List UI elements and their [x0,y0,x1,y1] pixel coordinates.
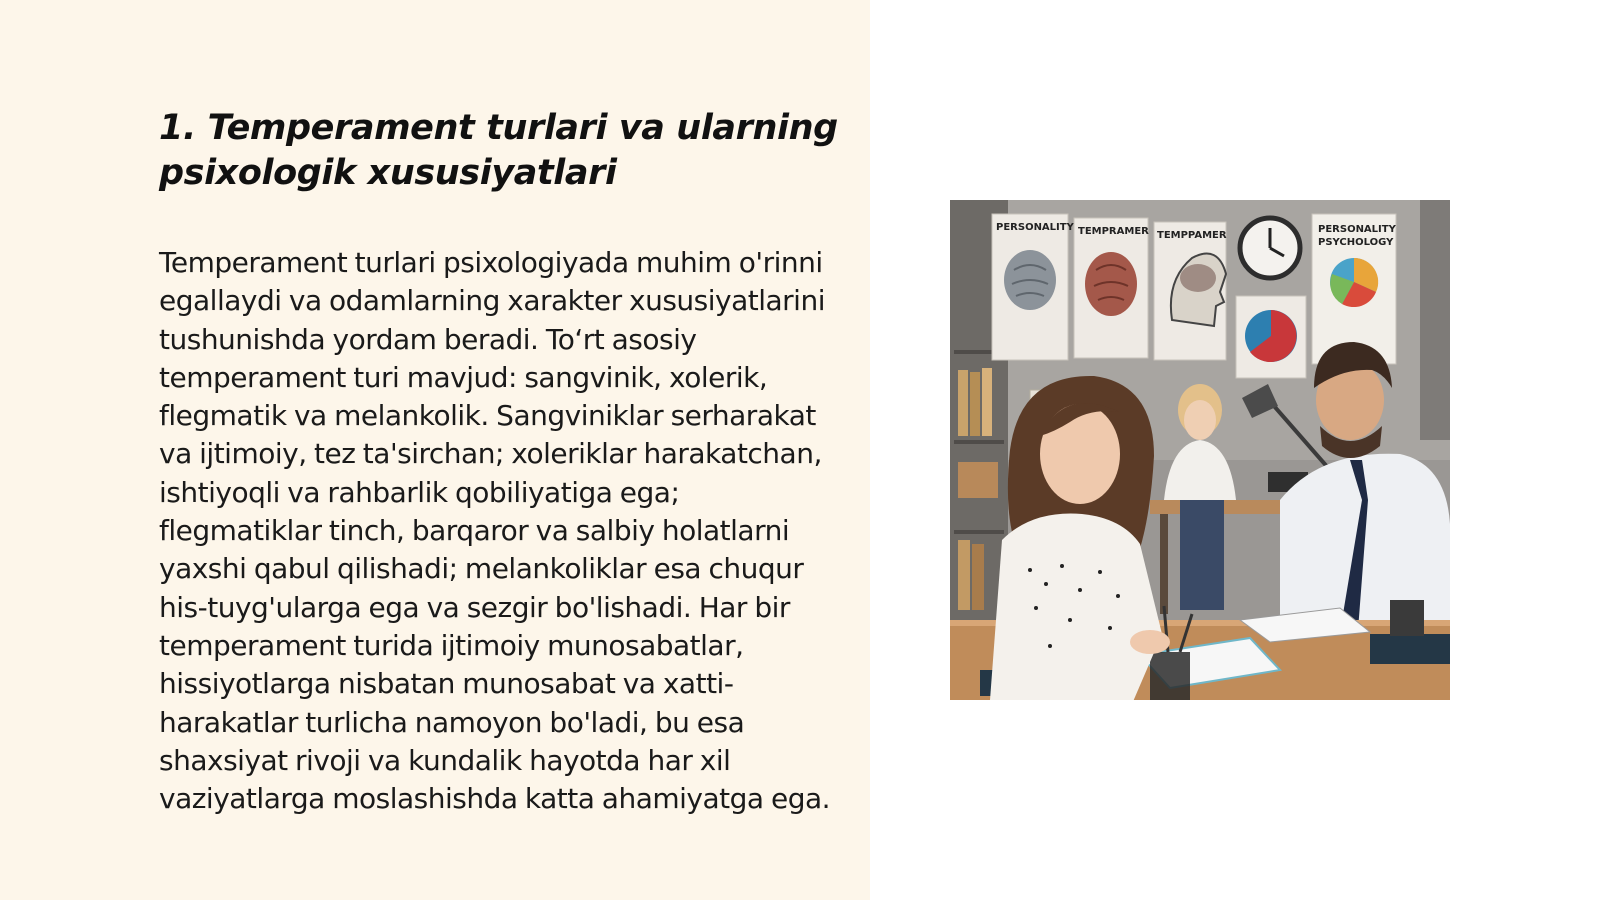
svg-text:TEMPRAMER: TEMPRAMER [1078,226,1149,237]
slide-body-text: Temperament turlari psixologiyada muhim o'rinni egallaydi va odamlarning xarakter xususiyatlarini tushunishda yordam beradi. To‘rt asosiy temperament turi mavjud: sangvinik, xolerik, flegmatik va melankolik. Sangviniklar serharakat va ijtimoiy, tez ta'sirchan; xoleriklar harakatchan, ishtiyoqli va rahbarlik qobiliyatiga ega; flegmatiklar tinch, barqaror va salbiy holatlarni yaxshi qabul qilishadi; melankoliklar esa chuqur his-tuyg'ularga ega va sezgir bo'lishadi. Har bir temperament turida ijtimoiy munosabatlar, hissiyotlarga nisbatan munosabat va xatti-harakatlar turlicha namoyon bo'ladi, bu esa shaxsiyat rivoji va kundalik hayotda har xil vaziyatlarga moslashishda katta ahamiyatga ega. [159,246,831,816]
svg-text:PSYCHOLOGY: PSYCHOLOGY [1318,237,1394,248]
poster-personality-psychology [1312,214,1397,364]
svg-text:TEMPPAMER: TEMPPAMER [1157,230,1227,241]
svg-text:PERSONALITY: PERSONALITY [1318,224,1396,235]
svg-text:PERSONALITY: PERSONALITY [996,222,1074,233]
wall-clock-icon [1240,218,1300,278]
poster-head-profile [1154,222,1227,360]
poster-temprament [1074,218,1149,358]
slide-heading: 1. Temperament turlari va ularning psixologik xususiyatlari [159,108,838,193]
poster-personality [992,214,1075,360]
psychology-office-illustration [950,200,1450,700]
poster-pie-chart [1236,296,1306,378]
